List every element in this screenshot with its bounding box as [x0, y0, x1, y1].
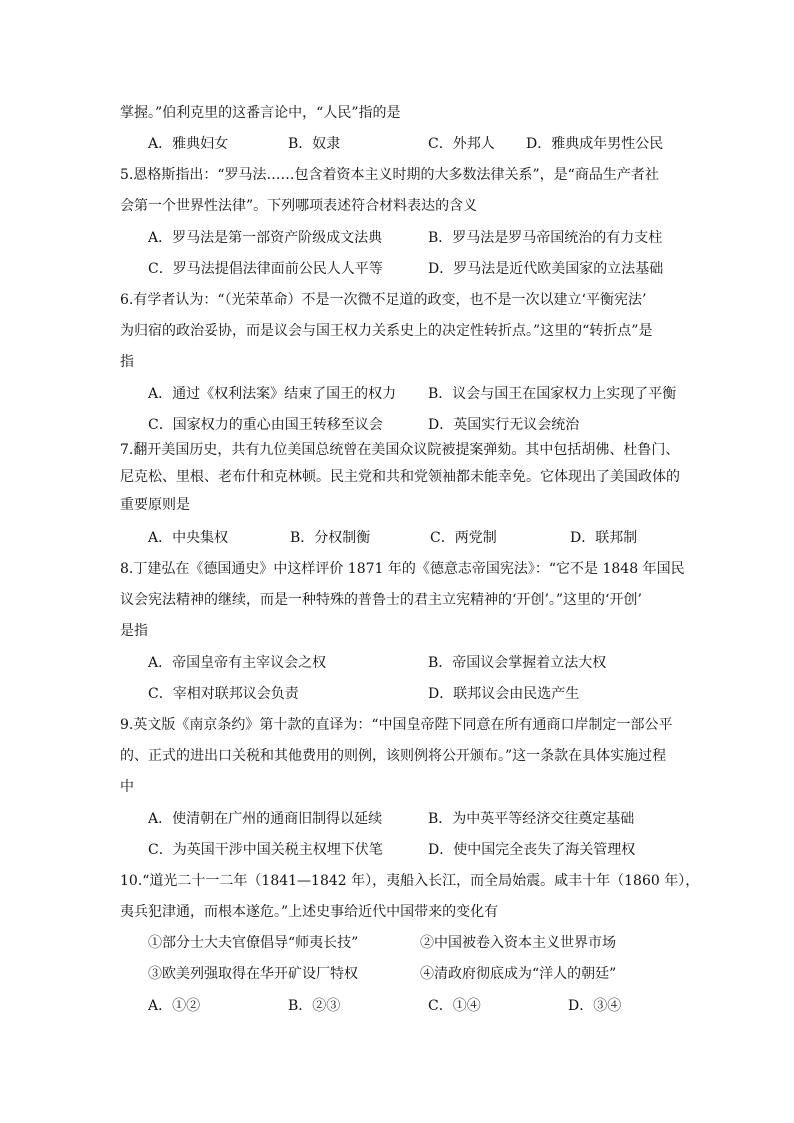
q7-option-c: C．两党制: [430, 530, 497, 546]
q9-stem-line-1: 9.英文版《南京条约》第十款的直译为：“中国皇帝陛下同意在所有通商口岸制定一部公平: [120, 717, 673, 733]
q9-option-c: C．为英国干涉中国关税主权埋下伏笔: [148, 842, 383, 858]
q6-stem-line-2: 为归宿的政治妥协，而是议会与国王权力关系史上的决定性转折点。”这里的“转折点”是: [120, 323, 653, 339]
q7-option-b: B．分权制衡: [290, 530, 371, 546]
q7-option-d: D．联邦制: [570, 530, 638, 546]
q7-stem-line-3: 重要原则是: [120, 497, 190, 513]
q7-stem-line-1: 7.翻开美国历史，共有九位美国总统曾在美国众议院被提案弹劾。其中包括胡佛、杜鲁门、: [120, 442, 680, 458]
q9-option-a: A．使清朝在广州的通商旧制得以延续: [148, 811, 383, 827]
q6-stem-line-1: 6.有学者认为：“（光荣革命）不是一次微不足道的政变，也不是一次以建立‘平衡宪法’: [120, 292, 647, 308]
q10-statement-1: ①部分士大夫官僚倡导“师夷长技”: [148, 935, 359, 951]
q5-option-a: A．罗马法是第一部资产阶级成文法典: [148, 230, 383, 246]
q5-stem-line-1: 5.恩格斯指出：“罗马法……包含着资本主义时期的大多数法律关系”，是“商品生产者社: [120, 167, 659, 183]
q5-option-c: C．罗马法提倡法律面前公民人人平等: [148, 261, 383, 277]
q7-stem-line-2: 尼克松、里根、老布什和克林顿。民主党和共和党领袖都未能幸免。它体现出了美国政体的: [120, 469, 680, 485]
q8-stem-line-1: 8.丁建弘在《德国通史》中这样评价 1871 年的《德意志帝国宪法》：“它不是 1848 年国民: [120, 561, 685, 577]
q10-option-a: A．①②: [148, 998, 201, 1014]
q10-option-d: D．③④: [568, 998, 622, 1014]
q5-option-b: B．罗马法是罗马帝国统治的有力支柱: [428, 230, 663, 246]
q9-stem-line-3: 中: [120, 779, 134, 795]
q5-stem-line-2: 会第一个世界性法律”。下列哪项表述符合材料表达的含义: [120, 198, 478, 214]
q6-option-c: C．国家权力的重心由国王转移至议会: [148, 417, 383, 433]
q8-option-c: C．宰相对联邦议会负责: [148, 686, 299, 702]
q9-option-d: D．使中国完全丧失了海关管理权: [428, 842, 636, 858]
q8-option-d: D．联邦议会由民选产生: [428, 686, 580, 702]
q8-option-a: A．帝国皇帝有主宰议会之权: [148, 655, 327, 671]
q10-stem-line-2: 夷兵犯津通，而根本遂危。”上述史事给近代中国带来的变化有: [120, 904, 499, 920]
q6-stem-line-3: 指: [120, 354, 134, 370]
q10-option-b: B．②③: [288, 998, 341, 1014]
q8-stem-line-3: 是指: [120, 623, 148, 639]
q4-stem-tail: 掌握。”伯利克里的这番言论中，“人民”指的是: [120, 105, 401, 121]
q4-option-d: D．雅典成年男性公民: [526, 136, 664, 152]
q10-statement-3: ③欧美列强取得在华开矿设厂特权: [148, 966, 358, 982]
q9-stem-line-2: 的、正式的进出口关税和其他费用的则例，该则例将公开颁布。”这一条款在具体实施过程: [120, 748, 667, 764]
q9-option-b: B．为中英平等经济交往奠定基础: [428, 811, 635, 827]
q6-option-b: B．议会与国王在国家权力上实现了平衡: [428, 386, 677, 402]
q7-option-a: A．中央集权: [148, 530, 229, 546]
q4-option-a: A．雅典妇女: [148, 136, 229, 152]
q6-option-d: D．英国实行无议会统治: [428, 417, 580, 433]
q4-option-b: B．奴隶: [288, 136, 341, 152]
q10-statement-4: ④清政府彻底成为“洋人的朝廷”: [420, 966, 617, 982]
q5-option-d: D．罗马法是近代欧美国家的立法基础: [428, 261, 664, 277]
q10-statement-2: ②中国被卷入资本主义世界市场: [420, 935, 616, 951]
q8-option-b: B．帝国议会掌握着立法大权: [428, 655, 607, 671]
q8-stem-line-2: 议会宪法精神的继续，而是一种特殊的普鲁士的君主立宪精神的‘开创’。”这里的‘开创’: [120, 592, 642, 608]
q6-option-a: A．通过《权利法案》结束了国王的权力: [148, 386, 397, 402]
q10-option-c: C．①④: [428, 998, 481, 1014]
q4-option-c: C．外邦人: [428, 136, 495, 152]
q10-stem-line-1: 10.“道光二十一二年（1841—1842 年），夷船入长江，而全局始震。咸丰十年（1860 年），: [120, 873, 700, 889]
